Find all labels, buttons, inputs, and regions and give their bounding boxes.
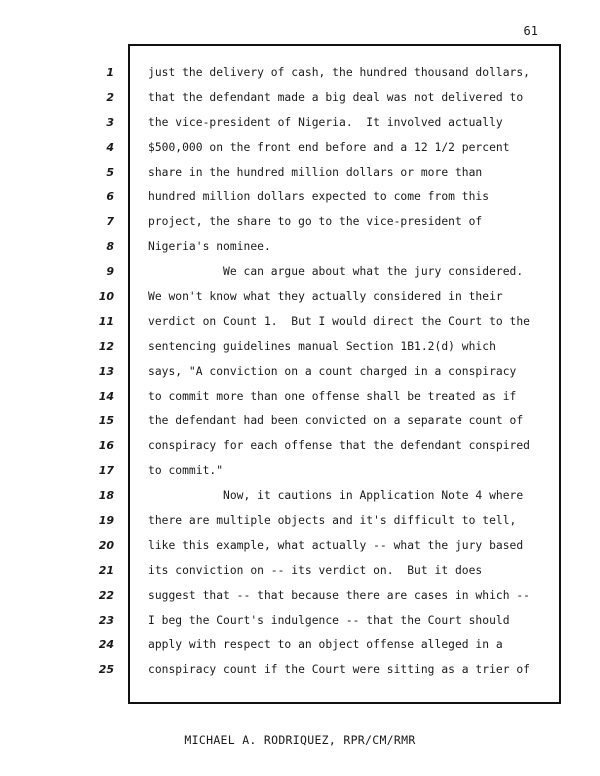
line-number: 25 bbox=[98, 663, 114, 677]
line-number: 5 bbox=[106, 165, 114, 179]
transcript-line: conspiracy count if the Court were sitting as a trier of bbox=[148, 663, 530, 677]
transcript-line: there are multiple objects and it's difficult to tell, bbox=[148, 514, 517, 528]
line-number: 14 bbox=[98, 389, 114, 403]
transcript-line: to commit." bbox=[148, 464, 224, 478]
transcript-line: Nigeria's nominee. bbox=[148, 240, 271, 254]
line-number: 11 bbox=[98, 314, 114, 328]
line-number: 9 bbox=[106, 265, 114, 279]
transcript-line: hundred million dollars expected to come from this bbox=[148, 190, 490, 204]
transcript-line: like this example, what actually -- what the jury based bbox=[148, 538, 524, 552]
transcript-line: share in the hundred million dollars or more than bbox=[148, 165, 483, 179]
transcript-line: says, "A conviction on a count charged in a conspiracy bbox=[148, 364, 517, 378]
transcript-line: its conviction on -- its verdict on. But it does bbox=[148, 563, 483, 577]
line-number: 1 bbox=[106, 66, 114, 79]
transcript-line: just the delivery of cash, the hundred thousand dollars, bbox=[148, 66, 530, 79]
transcript-line: apply with respect to an object offense alleged in a bbox=[148, 638, 503, 652]
transcript-line: suggest that -- that because there are cases in which -- bbox=[148, 588, 530, 602]
page-number: 61 bbox=[523, 24, 538, 38]
transcript-line: to commit more than one offense shall be treated as if bbox=[148, 389, 517, 403]
line-number: 23 bbox=[98, 613, 114, 627]
line-number: 16 bbox=[98, 439, 114, 453]
transcript-line: the defendant had been convicted on a separate count of bbox=[148, 414, 524, 428]
transcript-line: project, the share to go to the vice-president of bbox=[148, 215, 483, 229]
transcript-line: $500,000 on the front end before and a 12 1/2 percent bbox=[148, 140, 510, 154]
transcript-line: I beg the Court's indulgence -- that the Court should bbox=[148, 613, 510, 627]
line-number: 12 bbox=[98, 339, 114, 353]
line-number: 17 bbox=[98, 464, 114, 478]
line-number: 18 bbox=[98, 489, 114, 503]
line-number: 3 bbox=[106, 115, 114, 129]
line-number: 20 bbox=[98, 538, 114, 552]
line-number: 6 bbox=[106, 190, 114, 204]
transcript-line: that the defendant made a big deal was not delivered to bbox=[148, 90, 524, 104]
transcript-text bbox=[148, 61, 553, 683]
line-number: 15 bbox=[98, 414, 114, 428]
line-number: 21 bbox=[98, 563, 114, 577]
line-number: 8 bbox=[106, 240, 114, 254]
line-number: 10 bbox=[98, 290, 114, 304]
transcript-line: sentencing guidelines manual Section 1B1.2(d) which bbox=[148, 339, 496, 353]
line-number: 24 bbox=[98, 638, 114, 652]
transcript-line: We can argue about what the jury considered. bbox=[148, 265, 524, 279]
line-number: 19 bbox=[98, 514, 114, 528]
line-number: 4 bbox=[106, 140, 114, 154]
line-number-column bbox=[88, 61, 114, 683]
line-number: 2 bbox=[106, 90, 114, 104]
transcript-line: verdict on Count 1. But I would direct the Court to the bbox=[148, 314, 530, 328]
line-number: 13 bbox=[98, 364, 114, 378]
transcript-line: conspiracy for each offense that the defendant conspired bbox=[148, 439, 530, 453]
transcript-line: Now, it cautions in Application Note 4 where bbox=[148, 489, 524, 503]
transcript-line: the vice-president of Nigeria. It involved actually bbox=[148, 115, 503, 129]
reporter-footer: MICHAEL A. RODRIQUEZ, RPR/CM/RMR bbox=[184, 733, 416, 747]
line-number: 22 bbox=[98, 588, 114, 602]
line-number: 7 bbox=[106, 215, 114, 229]
transcript-line: We won't know what they actually considered in their bbox=[148, 290, 503, 304]
